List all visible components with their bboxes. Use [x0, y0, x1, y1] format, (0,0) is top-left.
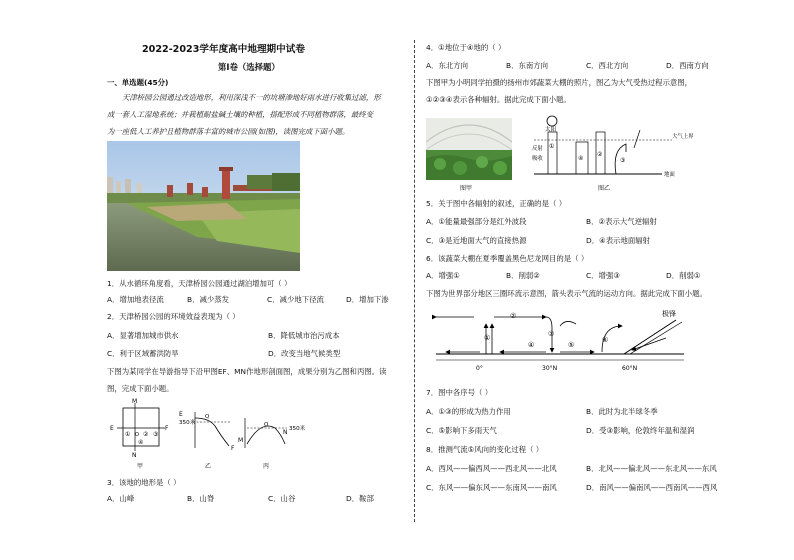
q3-option-c[interactable]: C．山谷: [268, 494, 296, 503]
q6-option-d[interactable]: D．削弱①: [666, 271, 701, 280]
contour-figure: [107, 398, 307, 470]
circle-4: ④: [138, 439, 144, 446]
svg-text:③: ③: [620, 157, 626, 164]
passage2-line2: 图，完成下面小题。: [107, 384, 174, 393]
passage1-line3: 为一座低人工养护且植物群落丰富的城市公园(如图)，读图完成下面小题。: [107, 127, 350, 136]
passage4-line1: 下图为世界部分地区三圈环流示意图，箭头表示气流的运动方向。据此完成下面小题。: [426, 289, 707, 298]
q6-option-b[interactable]: B．削弱②: [506, 271, 540, 280]
q7-stem: 7．图中各序号（ ）: [426, 388, 493, 397]
svg-text:Q: Q: [205, 414, 210, 420]
circle-6: ⑥: [602, 336, 609, 344]
q4-option-c[interactable]: C．西北方向: [586, 61, 629, 70]
height-label-1: 350米: [179, 420, 196, 426]
q7-option-b[interactable]: B．此时为北半球冬季: [586, 407, 658, 416]
q8-option-d[interactable]: D．南风——偏南风——西南风——西风: [586, 483, 718, 492]
q2-option-c[interactable]: C．利于区域蓄洪防旱: [107, 349, 179, 358]
circle-5: ⑤: [568, 341, 575, 349]
caption-bing: 丙: [263, 463, 270, 470]
circle-1: ①: [484, 334, 491, 342]
q6-option-c[interactable]: C．增强③: [586, 271, 620, 280]
label-m: M: [132, 398, 138, 405]
caption-jia: 甲: [137, 463, 144, 470]
q2-option-b[interactable]: B．降低城市治污成本: [268, 331, 340, 340]
q6-option-a[interactable]: A．增强①: [426, 271, 460, 280]
label-lat-60: 60°N: [622, 365, 638, 372]
q2-option-d[interactable]: D．改变当地气候类型: [268, 349, 341, 358]
q3-option-d[interactable]: D．鞍部: [346, 494, 374, 503]
q4-option-a[interactable]: A．东北方向: [426, 61, 469, 70]
svg-text:④: ④: [578, 155, 584, 162]
q8-option-b[interactable]: B．北风——偏北风——东北风——东风: [586, 464, 717, 473]
q3-stem: 3．该地的地形是（ ）: [107, 478, 181, 487]
passage1-line2: 成一套人工湿地系统；并栽植耐盐碱土壤的种植，搭配形成不同植物群落，最终变: [107, 110, 374, 119]
circle-2: ②: [143, 431, 149, 438]
q4-option-b[interactable]: B．东南方向: [506, 61, 549, 70]
q1-stem: 1．从水循环角度看，天津桥园公园通过湖泊增加可（ ）: [107, 279, 292, 288]
label-ground: 地面: [664, 172, 675, 178]
label-polar-front: 极锋: [662, 310, 676, 318]
circulation-figure: [426, 304, 696, 372]
svg-text:M: M: [238, 437, 244, 444]
svg-text:F: F: [231, 445, 235, 452]
column-divider: [414, 40, 415, 522]
q1-option-a[interactable]: A．增加地表径流: [107, 295, 164, 304]
q7-option-a[interactable]: A．①③的形成为热力作用: [426, 407, 511, 416]
svg-text:N: N: [283, 429, 288, 436]
passage2-line1: 下图为某同学在导游指导下沿甲图EF、MN作地形剖面图，成果分别为乙图和丙图。读: [107, 367, 387, 376]
passage3-line2: ①②③④表示各种辐射。据此完成下面小题。: [426, 95, 571, 104]
q8-option-c[interactable]: C．东风——偏东风——东南风——南风: [426, 483, 557, 492]
greenhouse-figure: [426, 112, 726, 194]
label-reflect: 反射: [532, 146, 543, 152]
q3-option-a[interactable]: A．山峰: [107, 494, 135, 503]
volume-heading: 第Ⅰ卷（选择题）: [218, 62, 280, 72]
circle-3: ③: [153, 431, 159, 438]
circle-2: ②: [510, 312, 517, 320]
caption-tuyi: 图乙: [598, 185, 611, 192]
circle-1: ①: [125, 431, 131, 438]
svg-text:E: E: [179, 411, 183, 418]
sun-icon: [547, 116, 557, 126]
svg-text:①: ①: [549, 143, 555, 150]
q6-stem: 6．该蔬菜大棚在夏季覆盖黑色尼龙网目的是（ ）: [426, 254, 589, 263]
q5-option-c[interactable]: C．③是近地面大气的直接热源: [426, 236, 527, 245]
label-f: F: [165, 425, 169, 432]
q5-option-b[interactable]: B．②表示大气逆辐射: [586, 217, 657, 226]
park-photo: [107, 141, 300, 271]
q5-stem: 5．关于图中各辐射的叙述，正确的是（ ）: [426, 199, 567, 208]
passage3-line1: 下图甲为小明同学拍摄的扬州市郊蔬菜大棚的照片，图乙为大气受热过程示意图，: [426, 78, 693, 87]
label-o: O: [135, 432, 139, 438]
q1-option-d[interactable]: D．增加下渗: [346, 295, 389, 304]
circle-4: ④: [528, 341, 535, 349]
label-sun: 太阳: [545, 127, 557, 133]
section-heading: 一、单选题(45分): [107, 78, 169, 87]
q8-stem: 8．推测气流⑤风向的变化过程（ ）: [426, 445, 544, 454]
height-label-2: 350米: [289, 426, 306, 432]
caption-tujia: 图甲: [460, 185, 473, 192]
label-lat-30: 30°N: [542, 365, 558, 372]
circle-3: ③: [548, 330, 555, 338]
label-n: N: [132, 452, 137, 459]
q4-stem: 4．①地位于④地的（ ）: [426, 43, 506, 52]
caption-yi: 乙: [205, 463, 212, 470]
svg-text:O: O: [264, 422, 269, 428]
label-absorb: 吸收: [532, 156, 543, 162]
q1-option-b[interactable]: B．减少蒸发: [187, 295, 230, 304]
label-e: E: [110, 425, 114, 432]
q2-option-a[interactable]: A．显著增加城市供水: [107, 331, 179, 340]
q1-option-c[interactable]: C．减少地下径流: [267, 295, 324, 304]
q2-stem: 2．天津桥园公园的环境效益表现为（ ）: [107, 312, 240, 321]
q5-option-d[interactable]: D．④表示地面辐射: [586, 236, 651, 245]
q5-option-a[interactable]: A．①能量最强部分是红外波段: [426, 217, 527, 226]
q7-option-c[interactable]: C．⑤影响下多雨天气: [426, 426, 497, 435]
label-lat-0: 0°: [476, 365, 483, 372]
q4-option-d[interactable]: D．西南方向: [666, 61, 709, 70]
q7-option-d[interactable]: D．受③影响，伦敦终年温和湿润: [586, 426, 695, 435]
page-title: 2022-2023学年度高中地理期中试卷: [142, 44, 305, 55]
label-atm-top: 大气上界: [672, 134, 694, 140]
q3-option-b[interactable]: B．山脊: [187, 494, 215, 503]
passage1-line1: 天津桥园公园通过改造地形，利用深浅不一的坑塘渗地好雨水进行收集过滤，形: [122, 93, 381, 102]
q8-option-a[interactable]: A．西风——偏西风——西北风——北风: [426, 464, 557, 473]
svg-text:②: ②: [597, 151, 603, 158]
